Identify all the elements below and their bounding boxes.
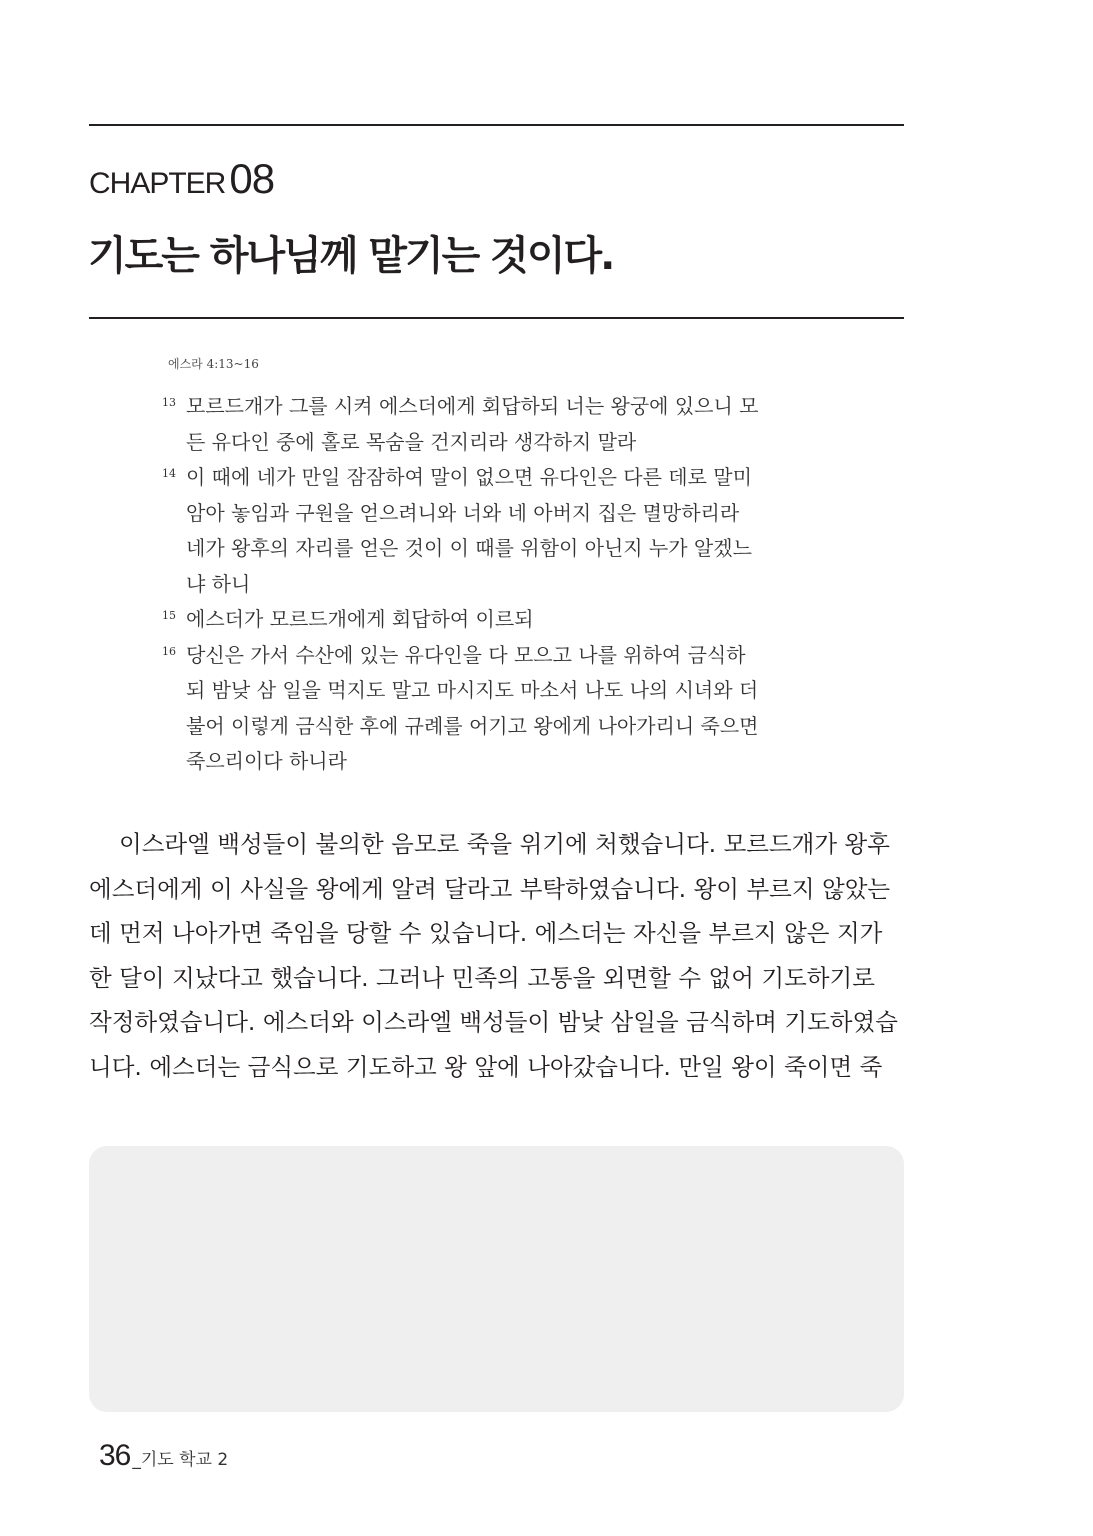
verse-line: 든 유다인 중에 홀로 목숨을 건지리라 생각하지 말라 xyxy=(186,429,637,454)
verse xyxy=(162,460,832,602)
gray-note-box xyxy=(89,1146,904,1412)
verse-line: 불어 이렇게 금식한 후에 규례를 어기고 왕에게 나아가리니 죽으면 xyxy=(186,713,759,738)
verse-text xyxy=(186,460,832,602)
verse xyxy=(162,638,832,780)
scripture-passage xyxy=(162,389,832,780)
body-paragraph xyxy=(89,822,904,1089)
verse-text xyxy=(186,638,832,780)
body-line: 작정하였습니다. 에스더와 이스라엘 백성들이 밤낮 삼일을 금식하며 기도하였습 xyxy=(89,1008,898,1036)
verse-line: 당신은 가서 수산에 있는 유다인을 다 모으고 나를 위하여 금식하 xyxy=(186,642,746,667)
scripture-reference: 에스라 4:13~16 xyxy=(168,357,259,371)
page-title: 기도는 하나님께 맡기는 것이다. xyxy=(88,233,614,279)
verse-number: 14 xyxy=(162,467,176,480)
book-title: _기도 학교 2 xyxy=(132,1450,229,1470)
verse-number: 13 xyxy=(162,396,176,409)
verse-text xyxy=(186,602,832,638)
verse-line: 암아 놓임과 구원을 얻으려니와 너와 네 아버지 집은 멸망하리라 xyxy=(186,500,740,525)
verse-line: 냐 하니 xyxy=(186,571,251,596)
body-line: 에스더에게 이 사실을 왕에게 알려 달라고 부탁하였습니다. 왕이 부르지 않았는 xyxy=(89,874,891,903)
verse-number: 15 xyxy=(162,609,176,622)
body-line: 데 먼저 나아가면 죽임을 당할 수 있습니다. 에스더는 자신을 부르지 않은 지가 xyxy=(89,919,883,947)
chapter-label: CHAPTER xyxy=(89,167,226,200)
verse-line: 죽으리이다 하니라 xyxy=(186,749,347,773)
chapter-number: 08 xyxy=(229,155,275,202)
page-number: 36 xyxy=(99,1439,131,1472)
page-footer xyxy=(99,1436,228,1480)
verse-line: 되 밤낮 삼 일을 먹지도 말고 마시지도 마소서 나도 나의 시녀와 더 xyxy=(186,678,759,702)
top-rule xyxy=(89,124,904,126)
verse-line: 에스더가 모르드개에게 회답하여 이르되 xyxy=(186,607,534,631)
title-rule xyxy=(89,317,904,319)
verse-text xyxy=(186,389,832,460)
chapter-heading xyxy=(89,155,275,202)
verse-line: 모르드개가 그를 시켜 에스더에게 회답하되 너는 왕궁에 있으니 모 xyxy=(186,394,759,418)
body-line: 니다. 에스더는 금식으로 기도하고 왕 앞에 나아갔습니다. 만일 왕이 죽이면 죽 xyxy=(89,1052,883,1081)
body-line: 한 달이 지났다고 했습니다. 그러나 민족의 고통을 외면할 수 없어 기도하기로 xyxy=(89,963,875,992)
verse-line: 네가 왕후의 자리를 얻은 것이 이 때를 위함이 아닌지 누가 알겠느 xyxy=(186,536,752,560)
verse-number: 16 xyxy=(162,644,176,658)
body-line: 이스라엘 백성들이 불의한 음모로 죽을 위기에 처했습니다. 모르드개가 왕후 xyxy=(119,830,890,858)
verse xyxy=(162,389,832,460)
verse xyxy=(162,602,832,638)
verse-line: 이 때에 네가 만일 잠잠하여 말이 없으면 유다인은 다른 데로 말미 xyxy=(186,465,752,489)
